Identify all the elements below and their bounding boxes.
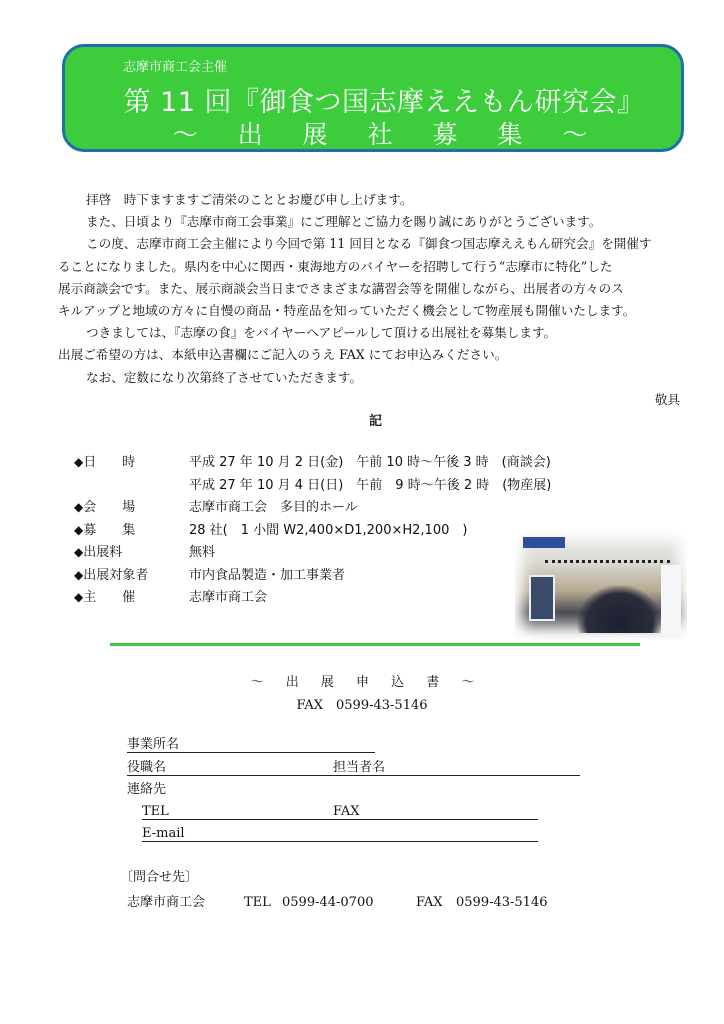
ki-heading: 記 xyxy=(369,414,383,429)
letter-line: この度、志摩市商工会主催により今回で第 11 回目となる『御食つ国志摩ええもん研究会』を開催す xyxy=(86,236,652,252)
banner-subtitle: ～ 出 展 社 募 集 ～ xyxy=(172,120,604,149)
detail-label: 募 集 xyxy=(83,522,136,538)
detail-label: 主 催 xyxy=(83,590,136,605)
inquiry-org: 志摩市商工会 xyxy=(127,895,206,910)
header-banner xyxy=(62,44,684,152)
field-label-email: E-mail xyxy=(142,826,185,841)
input-office-name[interactable] xyxy=(127,752,375,753)
inquiry-tel-label: TEL xyxy=(244,895,271,910)
field-label-position: 役職名 xyxy=(127,760,167,775)
detail-value: 無料 xyxy=(189,545,216,560)
letter-body xyxy=(58,189,684,389)
diamond-bullet-icon: ◆ xyxy=(74,567,84,582)
banner-host: 志摩市商工会主催 xyxy=(123,60,228,75)
letter-line: 展示商談会です。また、展示商談会当日までさまざまな講習会等を開催しながら、出展者の方々のス xyxy=(58,280,624,296)
field-label-office-name: 事業所名 xyxy=(127,737,180,752)
banner-title: 第 11 回『御食つ国志摩ええもん研究会』 xyxy=(123,87,645,118)
inquiry-fax-label: FAX xyxy=(416,895,443,910)
photo-panel xyxy=(661,565,681,635)
detail-value: 28 社( 1 小間 W2,400×D1,200×H2,100 ) xyxy=(189,522,468,538)
diamond-bullet-icon: ◆ xyxy=(74,455,84,469)
closing-keigu: 敬具 xyxy=(654,392,680,407)
photo-sign xyxy=(523,537,565,548)
inquiry-contact xyxy=(127,891,548,910)
photo-lights xyxy=(545,560,670,566)
letter-line: つきましては、『志摩の食』をバイヤーへアピールして頂ける出展社を募集します。 xyxy=(86,325,557,341)
letter-line: また、日頃より『志摩市商工会事業』にご理解とご協力を賜り誠にありがとうございます。 xyxy=(86,214,602,230)
field-label-tel: TEL xyxy=(142,804,169,819)
letter-line: キルアップと地域の方々に自慢の商品・特産品を知っていただく機会として物産展も開催いたします。 xyxy=(58,303,636,319)
inquiry-fax: 0599-43-5146 xyxy=(456,895,548,910)
letter-line: 出展ご希望の方は、本紙申込書欄にご記入のうえ FAX にてお申込みください。 xyxy=(58,347,508,363)
detail-label: 出展料 xyxy=(83,545,123,560)
inquiry-tel: 0599-44-0700 xyxy=(282,895,374,910)
detail-label: 日 時 xyxy=(83,455,136,470)
diamond-bullet-icon: ◆ xyxy=(74,500,84,514)
field-label-person: 担当者名 xyxy=(333,760,386,775)
detail-label: 会 場 xyxy=(83,500,136,515)
inquiry-heading: 〔問合せ先〕 xyxy=(120,870,199,885)
diamond-bullet-icon: ◆ xyxy=(74,545,84,559)
input-email[interactable] xyxy=(142,841,538,842)
detail-value: 志摩市商工会 多目的ホール xyxy=(189,500,358,515)
input-tel-fax[interactable] xyxy=(142,819,538,820)
letter-line: 拝啓 時下ますますご清栄のこととお慶び申し上げます。 xyxy=(86,192,413,207)
photo-crowd xyxy=(577,585,662,633)
field-label-contact: 連絡先 xyxy=(127,782,167,797)
field-label-fax: FAX xyxy=(333,804,360,819)
detail-value: 平成 27 年 10 月 4 日(日) 午前 9 時～午後 2 時 (物産展) xyxy=(189,477,552,493)
detail-label: 出展対象者 xyxy=(83,567,149,583)
input-position-person[interactable] xyxy=(127,775,580,776)
diamond-bullet-icon: ◆ xyxy=(74,522,84,537)
letter-line: ることになりました。県内を中心に関西・東海地方のバイヤーを招聘して行う“志摩市に特化”した xyxy=(58,258,613,274)
letter-line: なお、定数になり次第終了させていただきます。 xyxy=(86,369,363,385)
form-title: ～ 出 展 申 込 書 ～ xyxy=(250,675,484,690)
section-divider xyxy=(110,643,640,646)
exhibition-photo xyxy=(515,530,687,640)
form-fax-number: FAX 0599-43-5146 xyxy=(296,698,428,713)
photo-poster xyxy=(529,575,555,621)
diamond-bullet-icon: ◆ xyxy=(74,590,84,604)
detail-value: 志摩市商工会 xyxy=(189,590,268,605)
detail-value: 市内食品製造・加工事業者 xyxy=(189,567,346,583)
detail-value: 平成 27 年 10 月 2 日(金) 午前 10 時～午後 3 時 (商談会) xyxy=(189,455,551,470)
